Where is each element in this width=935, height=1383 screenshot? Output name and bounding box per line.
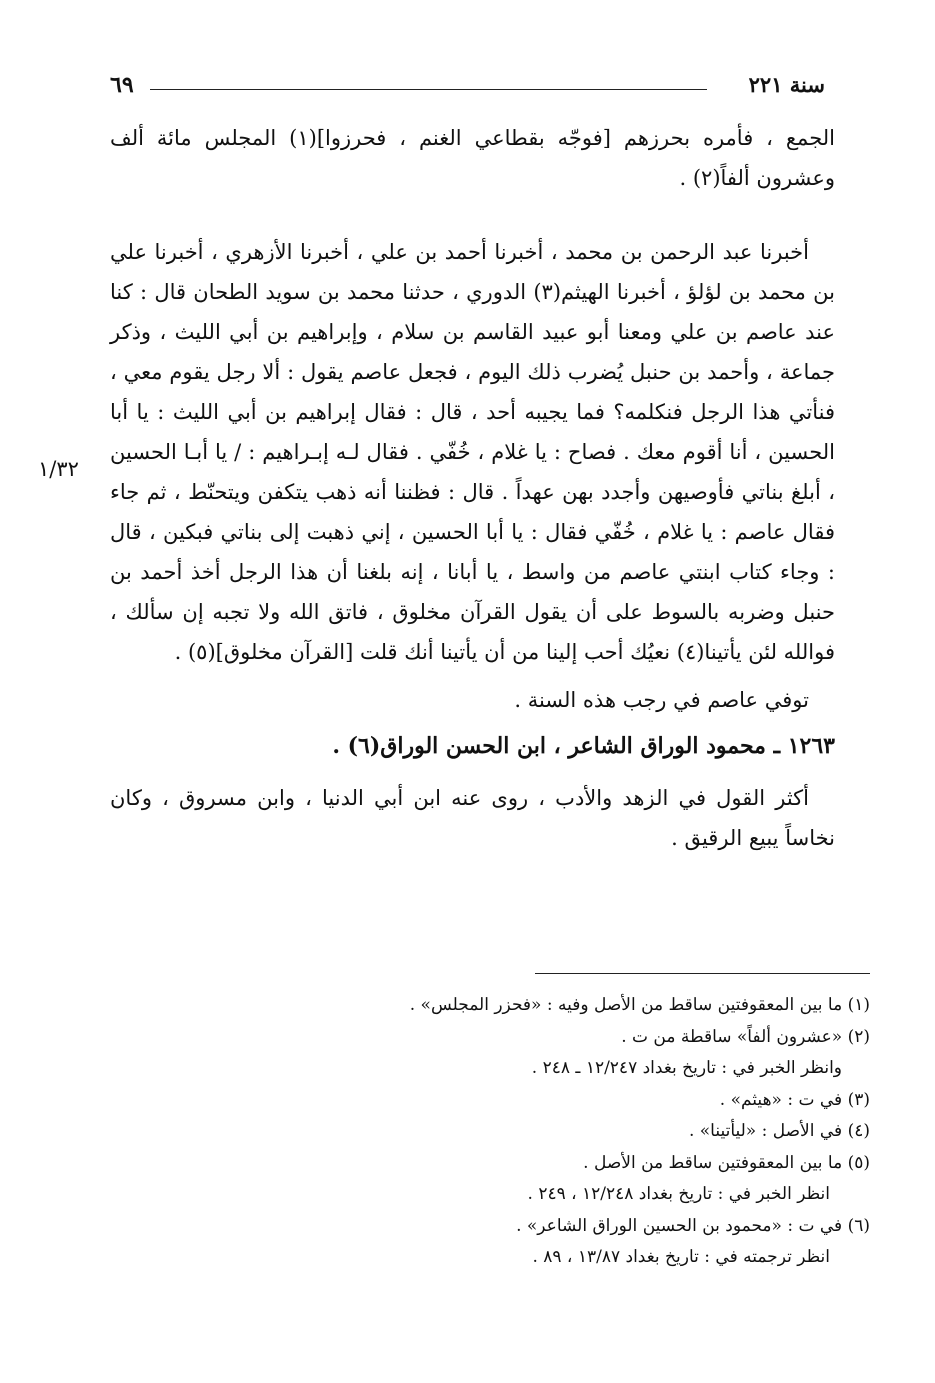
- footnote-line: وانظر الخبر في : تاريخ بغداد ١٢/٢٤٧ ـ ٢٤٨ .: [531, 1058, 842, 1078]
- footnote-line: (٢) «عشرون ألفاً» ساقطة من ت .: [621, 1026, 870, 1047]
- paragraph-continuation: الجمع ، فأمره بحرزهم [فوجّه بقطاعي الغنم ، فحرزوا](١) المجلس مائة ألف وعشرون ألفاً(٢) .: [110, 126, 835, 190]
- footnote-line: (٣) في ت : «هيثم» .: [719, 1089, 870, 1110]
- footnote-line: (٦) في ت : «محمود بن الحسين الوراق الشاعر» .: [516, 1215, 870, 1236]
- footnote-line: (١) ما بين المعقوفتين ساقط من الأصل وفيه : «فحزر المجلس» .: [409, 995, 870, 1015]
- main-text: [110, 118, 835, 858]
- paragraph-narration: أخبرنا عبد الرحمن بن محمد ، أخبرنا أحمد بن علي ، أخبرنا الأزهري ، أخبرنا علي بن محمد بن لؤلؤ ، أخبرنا الهيثم(٣) الدوري ، حدثنا محمد بن سويد الطحان قال : كنا عند عاصم بن علي ومعنا أبو عبيد القاسم بن سلام ، وإبراهيم بن أبي الليث ، وذكر جماعة ، وأحمد بن حنبل يُضرب ذلك اليوم ، فجعل عاصم يقول : ألا رجل يقوم معي ، فنأتي هذا الرجل فنكلمه؟ فما يجيبه أحد ، قال : فقال إبراهيم بن أبي الليث : يا أبا الحسين ، أنا أقوم معك . فصاح : يا غلام ، خُفّي . فقال لـه إبـراهيم : / يا أبـا الحسين ، أبلغ بناتي فأوصيهن وأجدد بهن عهداً . قال : فظننا أنه ذهب يتكفن ويتحنّط ، ثم جاء فقال عاصم : يا غلام ، خُفّي فقال : يا أبا الحسين ، إني ذهبت إلى بناتي فبكين ، قال : وجاء كتاب ابنتي عاصم من واسط ، يا أبانا ، إنه بلغنا أن هذا الرجل أخذ أحمد بن حنبل وضربه بالسوط على أن يقول القرآن مخلوق ، فاتق الله ولا تجبه إن سألك ، فوالله لئن يأتينا(٤) نعيُك أحب إلينا من أن يأتينا أنك قلت [القرآن مخلوق](٥) .: [110, 240, 835, 664]
- paragraph-death-note: توفي عاصم في رجب هذه السنة .: [514, 688, 809, 712]
- footnotes: [110, 990, 870, 1274]
- footnote-line: انظر الخبر في : تاريخ بغداد ١٢/٢٤٨ ، ٢٤٩ .: [527, 1184, 830, 1204]
- footnote-line: انظر ترجمته في : تاريخ بغداد ١٣/٨٧ ، ٨٩ .: [532, 1247, 830, 1267]
- header-year-label: سنة ٢٢١: [748, 72, 825, 97]
- page-number: ٦٩: [110, 72, 134, 98]
- footnote-line: (٤) في الأصل : «ليأتينا» .: [688, 1121, 870, 1141]
- margin-folio-note: ١/٣٢: [38, 457, 79, 481]
- header-rule: [150, 89, 707, 90]
- running-header: [110, 72, 825, 106]
- entry-heading: ١٢٦٣ ـ محمود الوراق الشاعر ، ابن الحسن الوراق(٦) .: [332, 733, 835, 759]
- footnote-separator: [535, 973, 870, 974]
- footnote-line: (٥) ما بين المعقوفتين ساقط من الأصل .: [583, 1152, 870, 1173]
- paragraph-biography: أكثر القول في الزهد والأدب ، روى عنه ابن أبي الدنيا ، وابن مسروق ، وكان نخاساً يبيع الرقيق .: [110, 786, 835, 850]
